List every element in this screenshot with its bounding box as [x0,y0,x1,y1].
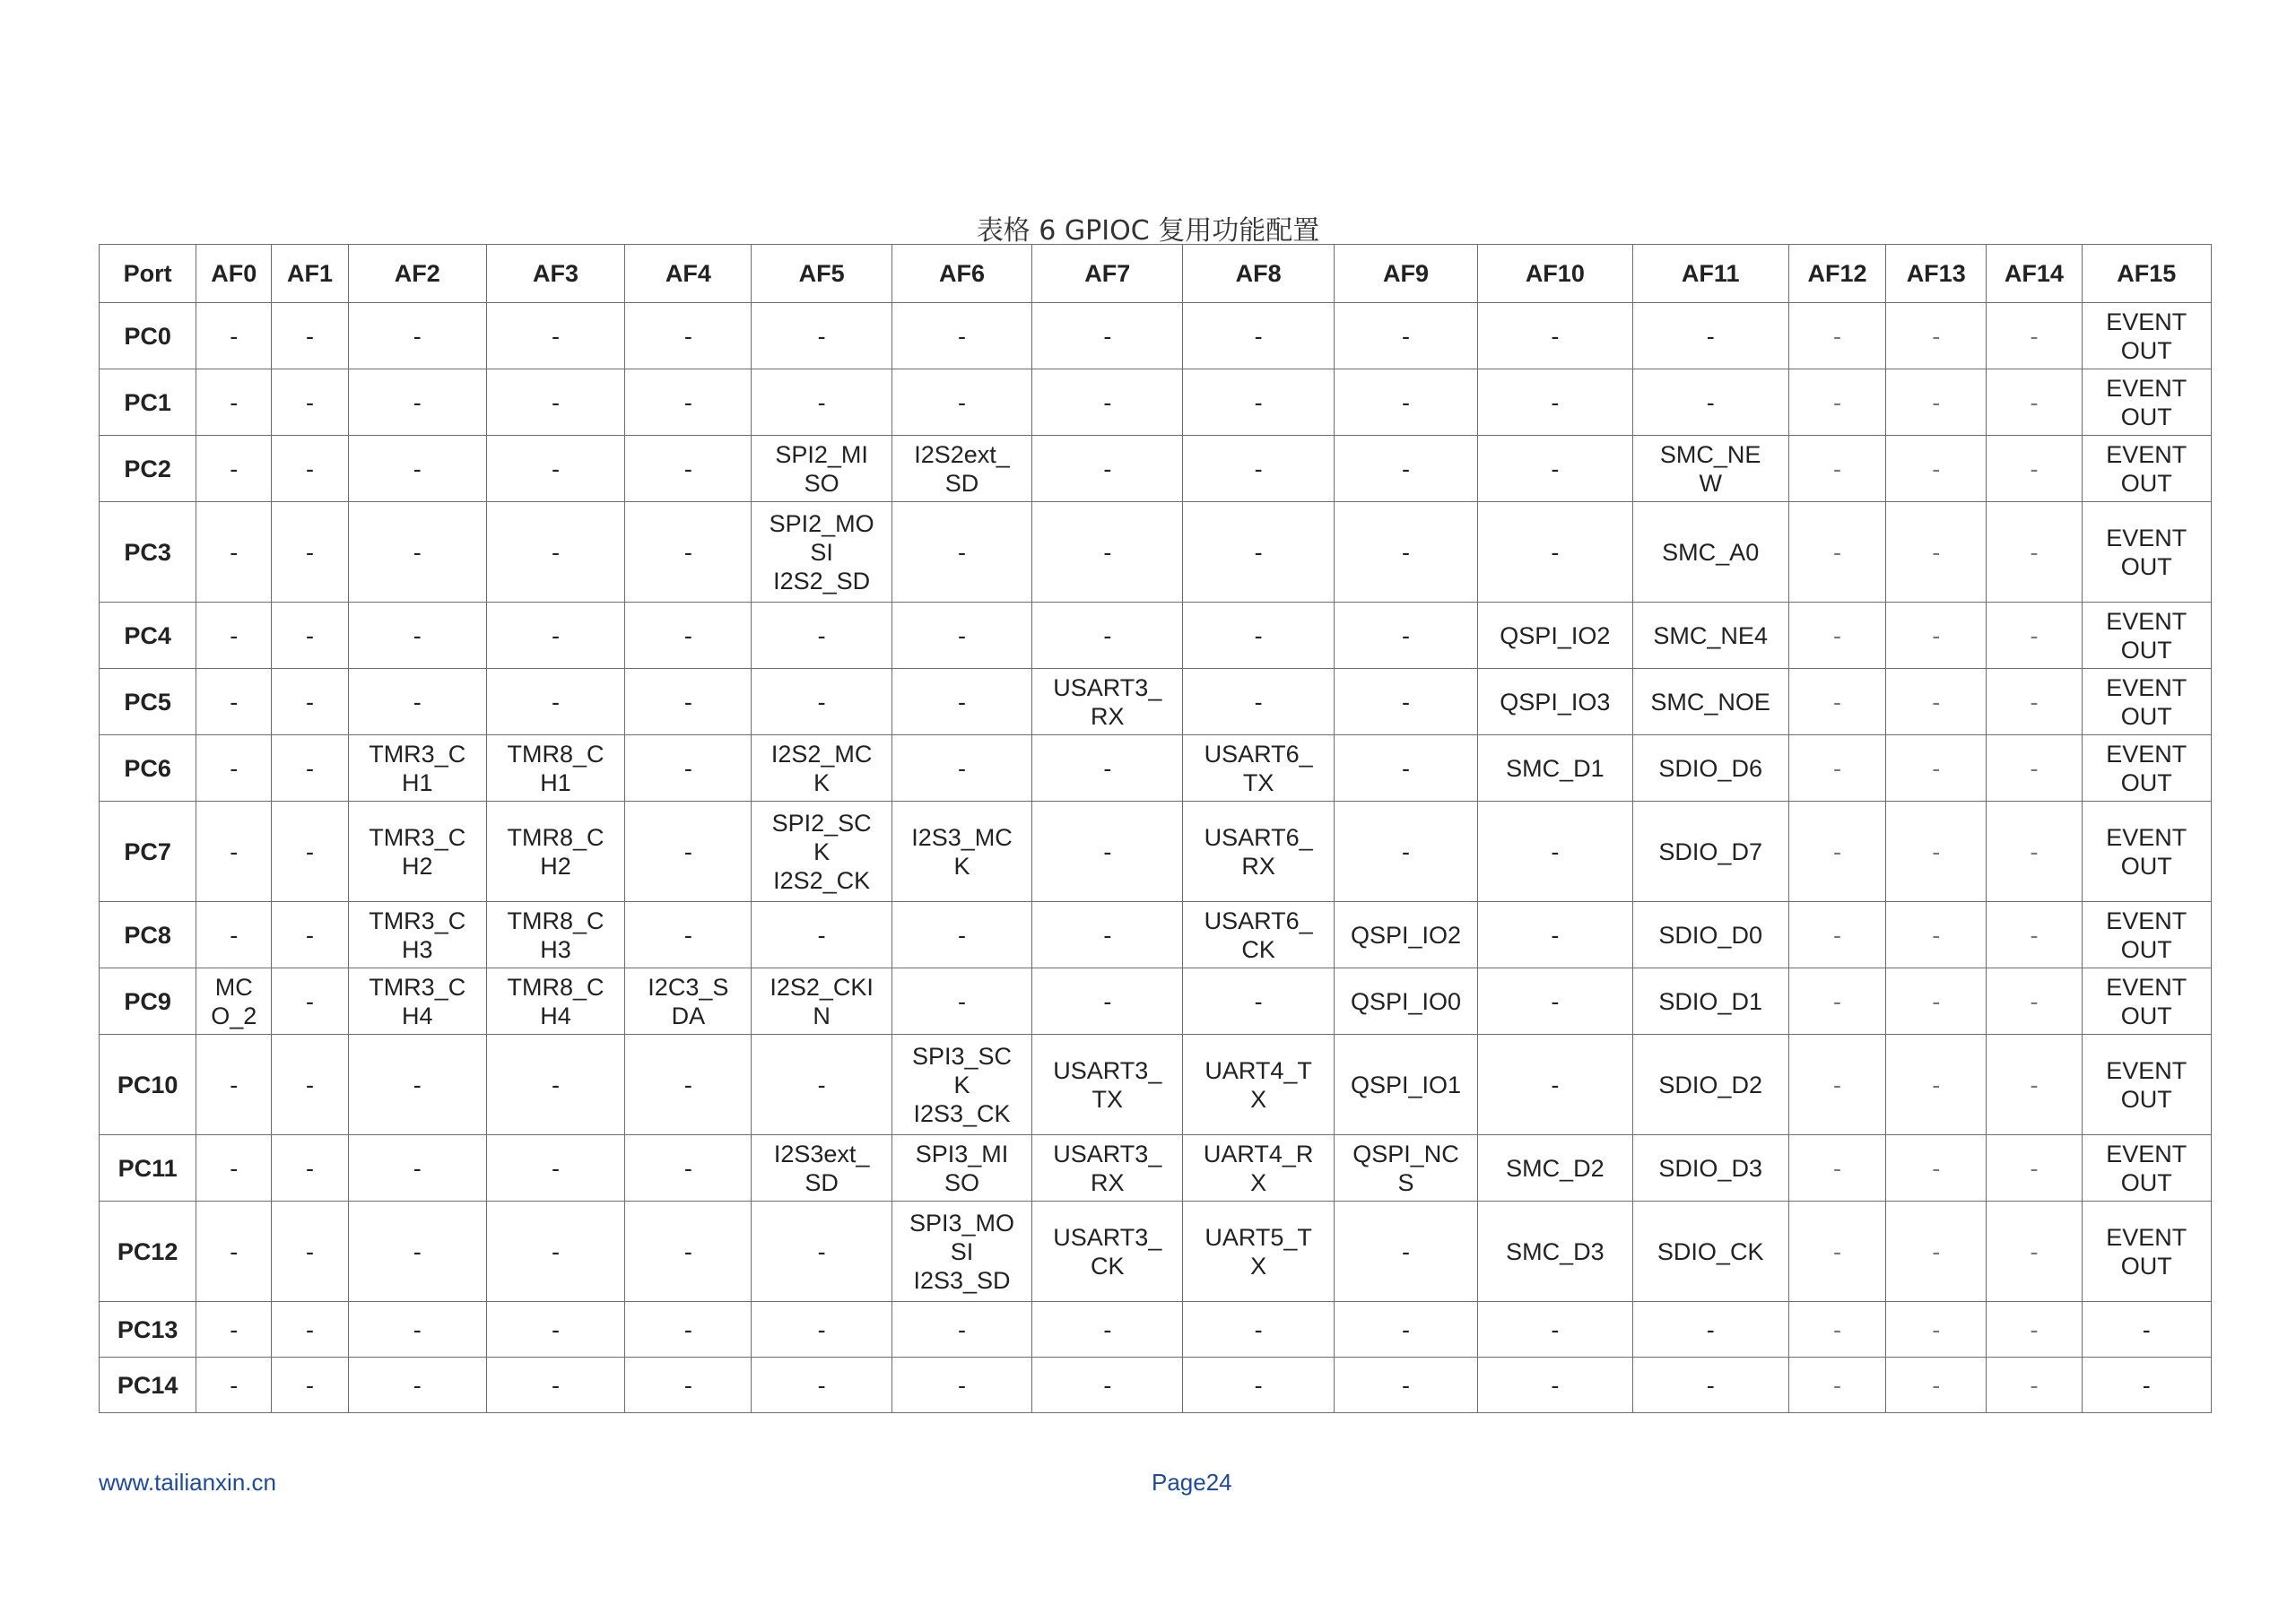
table-cell: - [1886,1135,1987,1202]
table-cell: - [1334,303,1477,369]
table-cell: - [196,735,272,802]
table-cell: - [1987,1135,2082,1202]
table-cell: EVENT OUT [2082,968,2211,1035]
table-cell: EVENT OUT [2082,669,2211,735]
table-cell: - [1478,902,1632,968]
table-cell: - [272,603,348,669]
column-header: AF10 [1478,245,1632,303]
table-cell: - [891,369,1031,436]
table-cell: - [1788,1035,1885,1135]
table-row [100,502,2212,603]
column-header: AF6 [891,245,1031,303]
port-cell: PC3 [100,502,196,603]
table-cell: - [1032,303,1183,369]
table-caption: 表格 6 GPIOC 复用功能配置 [976,215,1320,247]
table-cell: - [1886,802,1987,902]
column-header: AF11 [1632,245,1788,303]
table-cell: - [196,1358,272,1413]
table-cell: EVENT OUT [2082,603,2211,669]
table-cell: - [196,369,272,436]
table-cell: - [1987,968,2082,1035]
table-cell: - [272,1135,348,1202]
table-row [100,1358,2212,1413]
table-cell: - [348,1135,486,1202]
table-cell: SMC_NOE [1632,669,1788,735]
table-cell: - [348,1202,486,1302]
table-cell: SMC_D1 [1478,735,1632,802]
table-cell: EVENT OUT [2082,1202,2211,1302]
table-cell: EVENT OUT [2082,1035,2211,1135]
table-cell: - [625,669,752,735]
table-cell: - [891,968,1031,1035]
table-row [100,603,2212,669]
table-cell: - [348,502,486,603]
table-cell: - [486,603,624,669]
table-cell: - [1987,303,2082,369]
table-cell: - [1478,369,1632,436]
table-cell: - [891,1302,1031,1358]
table-row [100,436,2212,502]
table-cell: - [196,1202,272,1302]
table-cell: - [1632,1358,1788,1413]
column-header: AF1 [272,245,348,303]
table-row [100,902,2212,968]
table-cell: I2S2_CKI N [752,968,891,1035]
port-cell: PC4 [100,603,196,669]
table-cell: - [348,1358,486,1413]
table-cell: - [1886,603,1987,669]
table-cell: - [752,902,891,968]
table-cell: - [486,1202,624,1302]
column-header: AF15 [2082,245,2211,303]
table-cell: - [486,303,624,369]
table-cell: SDIO_D3 [1632,1135,1788,1202]
table-cell: - [1032,603,1183,669]
table-cell: - [196,1035,272,1135]
table-header [100,245,2212,303]
table-cell: TMR8_C H2 [486,802,624,902]
table-cell: - [272,1302,348,1358]
table-cell: - [2082,1302,2211,1358]
table-cell: - [1334,1302,1477,1358]
table-cell: EVENT OUT [2082,1135,2211,1202]
port-cell: PC11 [100,1135,196,1202]
table-cell: I2C3_S DA [625,968,752,1035]
table-cell: - [891,303,1031,369]
table-cell: - [1032,436,1183,502]
table-cell: - [348,369,486,436]
port-cell: PC0 [100,303,196,369]
table-cell: QSPI_IO1 [1334,1035,1477,1135]
port-cell: PC2 [100,436,196,502]
table-cell: - [1788,1302,1885,1358]
table-cell: - [196,669,272,735]
table-cell: UART4_T X [1183,1035,1334,1135]
table-cell: - [1183,1302,1334,1358]
table-cell: - [1334,603,1477,669]
table-cell: - [1987,1202,2082,1302]
table-cell: - [1886,968,1987,1035]
table-cell: - [752,369,891,436]
table-cell: - [196,436,272,502]
table-cell: SDIO_D0 [1632,902,1788,968]
table-cell: SMC_A0 [1632,502,1788,603]
table-cell: - [891,735,1031,802]
table-cell: - [625,303,752,369]
column-header: AF2 [348,245,486,303]
table-cell: - [891,669,1031,735]
table-cell: SPI2_SC K I2S2_CK [752,802,891,902]
table-cell: - [1788,369,1885,436]
table-cell: I2S2_MC K [752,735,891,802]
table-cell: - [1788,669,1885,735]
table-cell: - [486,1302,624,1358]
table-cell: - [891,902,1031,968]
table-cell: - [1478,1358,1632,1413]
column-header: Port [100,245,196,303]
table-cell: USART6_ CK [1183,902,1334,968]
table-cell: TMR3_C H4 [348,968,486,1035]
table-cell: USART3_ RX [1032,669,1183,735]
table-cell: EVENT OUT [2082,802,2211,902]
table-cell: - [752,1358,891,1413]
table-cell: I2S2ext_ SD [891,436,1031,502]
table-cell: - [625,1358,752,1413]
table-cell: SDIO_D7 [1632,802,1788,902]
table-cell: QSPI_IO0 [1334,968,1477,1035]
table-cell: - [1478,1035,1632,1135]
port-cell: PC6 [100,735,196,802]
table-cell: - [752,603,891,669]
table-cell: - [1987,1035,2082,1135]
port-cell: PC10 [100,1035,196,1135]
website-link[interactable]: www.tailianxin.cn [99,1469,276,1496]
table-cell: - [625,1135,752,1202]
table-cell: - [1183,968,1334,1035]
table-row [100,369,2212,436]
column-header: AF3 [486,245,624,303]
table-cell: - [348,669,486,735]
table-cell: - [1886,1302,1987,1358]
table-cell: - [272,436,348,502]
table-cell: - [1788,303,1885,369]
table-cell: - [1788,1358,1885,1413]
table-cell: - [1334,735,1477,802]
table-cell: - [1334,1202,1477,1302]
table-cell: - [1032,369,1183,436]
table-cell: - [348,303,486,369]
table-cell: USART3_ CK [1032,1202,1183,1302]
table-cell: - [2082,1358,2211,1413]
column-header: AF12 [1788,245,1885,303]
table-cell: - [272,502,348,603]
table-cell: - [1886,735,1987,802]
table-cell: TMR3_C H2 [348,802,486,902]
table-cell: - [625,1302,752,1358]
table-cell: - [1987,802,2082,902]
table-cell: EVENT OUT [2082,735,2211,802]
column-header: AF13 [1886,245,1987,303]
table-cell: USART3_ RX [1032,1135,1183,1202]
table-cell: - [1987,436,2082,502]
column-header: AF0 [196,245,272,303]
page-number: Page24 [1152,1469,1232,1496]
table-cell: EVENT OUT [2082,369,2211,436]
port-cell: PC14 [100,1358,196,1413]
table-cell: SMC_NE4 [1632,603,1788,669]
table-cell: - [1987,669,2082,735]
table-cell: - [272,968,348,1035]
table-cell: - [272,303,348,369]
table-cell: - [348,1035,486,1135]
table-cell: - [1632,1302,1788,1358]
table-cell: EVENT OUT [2082,436,2211,502]
table-cell: TMR8_C H4 [486,968,624,1035]
table-cell: - [752,1035,891,1135]
table-cell: QSPI_IO2 [1478,603,1632,669]
table-cell: - [1183,1358,1334,1413]
table-cell: - [1886,1358,1987,1413]
table-cell: UART5_T X [1183,1202,1334,1302]
table-cell: - [196,603,272,669]
header-row [100,245,2212,303]
table-cell: - [1987,603,2082,669]
table-cell: - [1788,802,1885,902]
table-cell: - [1788,968,1885,1035]
table-cell: - [1032,968,1183,1035]
table-cell: SMC_D3 [1478,1202,1632,1302]
table-cell: - [486,436,624,502]
table-cell: - [1632,369,1788,436]
table-cell: - [1886,369,1987,436]
table-cell: - [1788,603,1885,669]
table-cell: - [348,603,486,669]
table-cell: - [1334,669,1477,735]
column-header: AF9 [1334,245,1477,303]
table-cell: - [1478,1302,1632,1358]
table-cell: - [1886,1035,1987,1135]
table-cell: - [486,1358,624,1413]
table-cell: - [1183,603,1334,669]
table-cell: - [891,502,1031,603]
table-cell: - [1334,1358,1477,1413]
table-cell: - [1987,1302,2082,1358]
table-cell: SDIO_D6 [1632,735,1788,802]
table-cell: - [1334,369,1477,436]
table-cell: - [625,436,752,502]
table-cell: - [1886,502,1987,603]
table-cell: - [1788,436,1885,502]
table-cell: - [625,1202,752,1302]
table-cell: - [1886,669,1987,735]
table-cell: - [625,603,752,669]
table-cell: TMR8_C H3 [486,902,624,968]
table-cell: - [1886,1202,1987,1302]
table-cell: - [1478,968,1632,1035]
table-cell: - [625,502,752,603]
table-cell: - [1788,1135,1885,1202]
table-cell: - [272,802,348,902]
table-cell: USART3_ TX [1032,1035,1183,1135]
table-cell: - [1183,436,1334,502]
port-cell: PC8 [100,902,196,968]
table-cell: - [486,1035,624,1135]
table-cell: QSPI_IO2 [1334,902,1477,968]
table-cell: - [1478,303,1632,369]
table-cell: - [1886,436,1987,502]
column-header: AF7 [1032,245,1183,303]
table-cell: - [272,735,348,802]
table-cell: QSPI_NC S [1334,1135,1477,1202]
table-row [100,802,2212,902]
table-cell: - [272,1202,348,1302]
table-cell: - [1334,802,1477,902]
table-row [100,669,2212,735]
table-cell: - [1032,802,1183,902]
port-cell: PC7 [100,802,196,902]
table-cell: - [272,902,348,968]
table-cell: - [752,1202,891,1302]
table-cell: EVENT OUT [2082,902,2211,968]
table-cell: - [1478,502,1632,603]
table-cell: - [752,669,891,735]
table-cell: - [1788,1202,1885,1302]
table-cell: - [486,502,624,603]
table-cell: MC O_2 [196,968,272,1035]
table-cell: - [1788,502,1885,603]
table-cell: I2S3_MC K [891,802,1031,902]
column-header: AF4 [625,245,752,303]
table-cell: - [1183,669,1334,735]
table-cell: - [1788,902,1885,968]
table-cell: - [272,369,348,436]
table-cell: TMR8_C H1 [486,735,624,802]
table-cell: - [1987,369,2082,436]
table-cell: QSPI_IO3 [1478,669,1632,735]
table-cell: I2S3ext_ SD [752,1135,891,1202]
table-cell: - [348,436,486,502]
table-cell: SMC_D2 [1478,1135,1632,1202]
table-row [100,1202,2212,1302]
table-cell: - [891,603,1031,669]
table-cell: - [486,669,624,735]
table-cell: - [486,1135,624,1202]
table-cell: SDIO_D1 [1632,968,1788,1035]
table-cell: - [1886,902,1987,968]
port-cell: PC5 [100,669,196,735]
table-cell: - [1032,735,1183,802]
table-cell: SPI3_MI SO [891,1135,1031,1202]
table-cell: - [625,1035,752,1135]
table-cell: - [1032,1302,1183,1358]
table-cell: - [1632,303,1788,369]
table-cell: - [752,1302,891,1358]
table-cell: - [1183,369,1334,436]
table-cell: - [752,303,891,369]
table-cell: - [1334,502,1477,603]
table-cell: - [891,1358,1031,1413]
table-cell: SPI2_MI SO [752,436,891,502]
column-header: AF5 [752,245,891,303]
table-cell: EVENT OUT [2082,502,2211,603]
table-cell: - [1987,502,2082,603]
table-cell: - [625,902,752,968]
column-header: AF14 [1987,245,2082,303]
table-cell: SDIO_CK [1632,1202,1788,1302]
table-body [100,303,2212,1413]
table-cell: - [272,669,348,735]
table-cell: TMR3_C H1 [348,735,486,802]
table-cell: USART6_ TX [1183,735,1334,802]
table-cell: - [196,303,272,369]
table-row [100,968,2212,1035]
table-cell: - [1987,902,2082,968]
table-cell: - [196,1135,272,1202]
port-cell: PC13 [100,1302,196,1358]
table-cell: - [196,902,272,968]
table-cell: - [1032,502,1183,603]
table-cell: - [625,369,752,436]
table-cell: USART6_ RX [1183,802,1334,902]
table-row [100,303,2212,369]
table-cell: - [625,735,752,802]
table-cell: - [196,802,272,902]
table-cell: - [196,502,272,603]
port-cell: PC9 [100,968,196,1035]
table-cell: - [1183,303,1334,369]
table-cell: - [1886,303,1987,369]
table-row [100,1135,2212,1202]
table-cell: EVENT OUT [2082,303,2211,369]
gpioc-af-table [99,244,2212,1413]
table-cell: - [1478,802,1632,902]
table-cell: - [1183,502,1334,603]
table-cell: SPI2_MO SI I2S2_SD [752,502,891,603]
table-cell: - [272,1358,348,1413]
table-cell: - [1987,1358,2082,1413]
table-cell: - [272,1035,348,1135]
table-cell: - [1478,436,1632,502]
table-cell: UART4_R X [1183,1135,1334,1202]
table-cell: SPI3_SC K I2S3_CK [891,1035,1031,1135]
table-cell: SPI3_MO SI I2S3_SD [891,1202,1031,1302]
column-header: AF8 [1183,245,1334,303]
table-cell: - [196,1302,272,1358]
table-cell: SDIO_D2 [1632,1035,1788,1135]
table-cell: - [486,369,624,436]
table-cell: - [1788,735,1885,802]
table-cell: TMR3_C H3 [348,902,486,968]
table-cell: SMC_NE W [1632,436,1788,502]
table-cell: - [348,1302,486,1358]
table-row [100,735,2212,802]
table-cell: - [1987,735,2082,802]
table-cell: - [1032,1358,1183,1413]
table-cell: - [1032,902,1183,968]
port-cell: PC12 [100,1202,196,1302]
table-cell: - [625,802,752,902]
table-cell: - [1334,436,1477,502]
table-row [100,1302,2212,1358]
port-cell: PC1 [100,369,196,436]
table-row [100,1035,2212,1135]
